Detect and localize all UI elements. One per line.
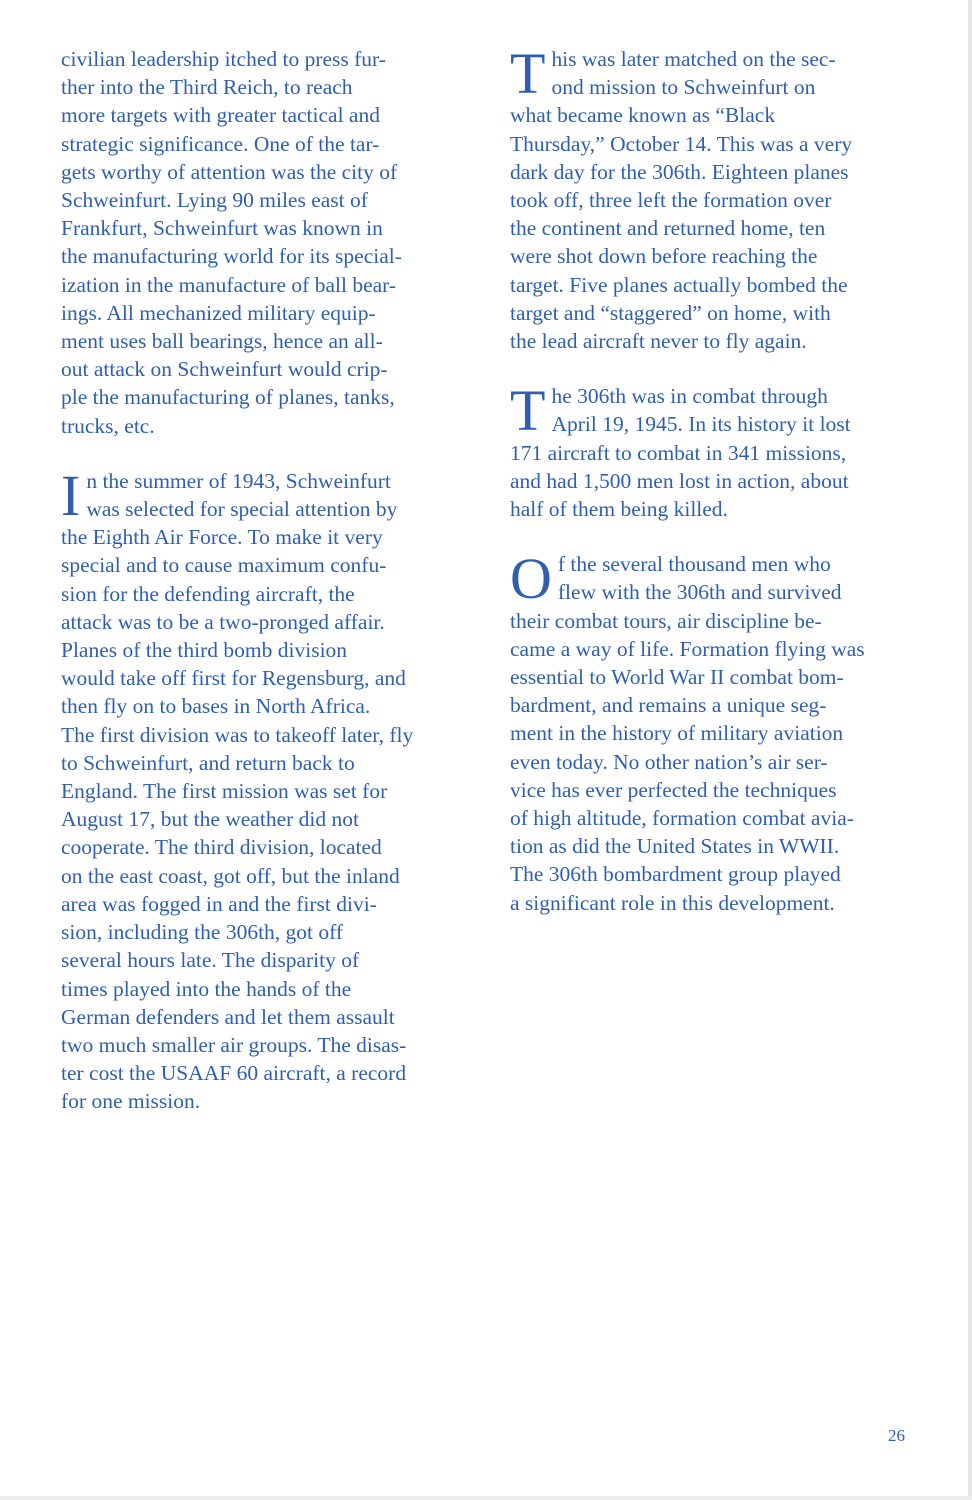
text-line: f the several thousand men who [557, 552, 831, 577]
text-line: his was later matched on the sec- [551, 47, 836, 71]
text-line: Frankfurt, Schweinfurt was known in [61, 216, 383, 241]
text-line: took off, three left the formation over [510, 188, 832, 213]
text-line: the lead aircraft never to fly again. [510, 329, 807, 354]
text-line: target and “staggered” on home, with [510, 300, 831, 325]
text-line: dark day for the 306th. Eighteen planes [510, 159, 849, 184]
text-line: ment in the history of military aviation [510, 721, 844, 746]
text-line: out attack on Schweinfurt would crip- [61, 357, 388, 382]
text-line: sion, including the 306th, got off [61, 920, 344, 945]
paragraph [61, 45, 465, 440]
text-line: more targets with greater tactical and [61, 103, 380, 128]
text-line: even today. No other nation’s air ser- [510, 749, 828, 774]
text-line: tion as did the United States in WWII. [510, 834, 840, 859]
text-line: a significant role in this development. [510, 890, 835, 915]
text-line: ple the manufacturing of planes, tanks, [61, 385, 395, 410]
paragraph [510, 546, 918, 917]
text-line: was selected for special attention by [86, 497, 398, 522]
text-line: what became known as “Black [510, 103, 776, 128]
text-line: Thursday,” October 14. This was a very [510, 131, 853, 156]
text-line: cooperate. The third division, located [61, 835, 382, 860]
text-line: attack was to be a two-pronged affair. [61, 609, 385, 634]
text-line: strategic significance. One of the tar- [61, 131, 380, 156]
text-line: August 17, but the weather did not [61, 807, 359, 832]
page-edge-bottom [0, 1496, 972, 1500]
text-line: the Eighth Air Force. To make it very [61, 525, 383, 550]
text-line: for one mission. [61, 1089, 201, 1114]
text-line: The 306th bombardment group played [510, 862, 841, 887]
text-line: special and to cause maximum confu- [61, 553, 387, 578]
right-column [510, 41, 918, 944]
text-line: ther into the Third Reich, to reach [61, 75, 353, 100]
text-line: gets worthy of attention was the city of [61, 159, 398, 184]
text-line: ings. All mechanized military equip- [61, 300, 376, 325]
text-line: then fly on to bases in North Africa. [61, 694, 371, 719]
text-line: area was fogged in and the first divi- [61, 891, 377, 916]
text-line: sion for the defending aircraft, the [61, 581, 355, 606]
text-line: The first division was to takeoff later, fly [61, 722, 414, 747]
text-line: essential to World War II combat bom- [510, 665, 844, 690]
paragraph [510, 41, 918, 355]
text-line: England. The first mission was set for [61, 779, 388, 804]
drop-cap: T [510, 41, 546, 106]
text-line: 171 aircraft to combat in 341 missions, [510, 440, 847, 465]
text-line: flew with the 306th and survived [557, 580, 842, 605]
text-line: target. Five planes actually bombed the [510, 272, 848, 297]
text-line: trucks, etc. [61, 413, 155, 438]
drop-cap: T [510, 378, 546, 444]
text-line: ter cost the USAAF 60 aircraft, a record [61, 1061, 407, 1086]
text-line: ization in the manufacture of ball bear- [61, 272, 397, 297]
text-line: the manufacturing world for its special- [61, 244, 402, 269]
text-line: several hours late. The disparity of [61, 948, 360, 973]
text-line: Planes of the third bomb division [61, 638, 348, 663]
text-line: were shot down before reaching the [510, 244, 818, 269]
text-line: vice has ever perfected the techniques [510, 777, 837, 802]
text-line: on the east coast, got off, but the inland [61, 863, 400, 888]
text-line: the continent and returned home, ten [510, 216, 826, 241]
text-line: to Schweinfurt, and return back to [61, 750, 355, 775]
text-line: two much smaller air groups. The disas- [61, 1032, 407, 1057]
text-line: ment uses ball bearings, hence an all- [61, 329, 383, 354]
text-line: ond mission to Schweinfurt on [551, 75, 816, 100]
text-line: of high altitude, formation combat avia- [510, 806, 854, 831]
text-line: n the summer of 1943, Schweinfurt [86, 468, 391, 493]
paragraph [510, 378, 918, 523]
paragraph [61, 462, 465, 1116]
text-line: civilian leadership itched to press fur- [61, 47, 386, 71]
drop-cap: O [510, 546, 552, 612]
text-line: half of them being killed. [510, 497, 728, 522]
text-line: would take off first for Regensburg, and [61, 666, 406, 691]
page-edge [968, 0, 972, 1500]
text-line: German defenders and let them assault [61, 1004, 395, 1029]
text-line: came a way of life. Formation flying was [510, 636, 865, 661]
text-line: Schweinfurt. Lying 90 miles east of [61, 188, 368, 213]
text-line: their combat tours, air discipline be- [510, 608, 822, 633]
text-line: he 306th was in combat through [551, 384, 828, 409]
left-column [61, 45, 465, 1143]
text-line: and had 1,500 men lost in action, about [510, 468, 849, 493]
page-number: 26 [888, 1426, 905, 1445]
text-line: April 19, 1945. In its history it lost [551, 412, 851, 437]
text-line: times played into the hands of the [61, 976, 352, 1001]
text-line: bardment, and remains a unique seg- [510, 693, 827, 718]
drop-cap: I [61, 462, 81, 528]
